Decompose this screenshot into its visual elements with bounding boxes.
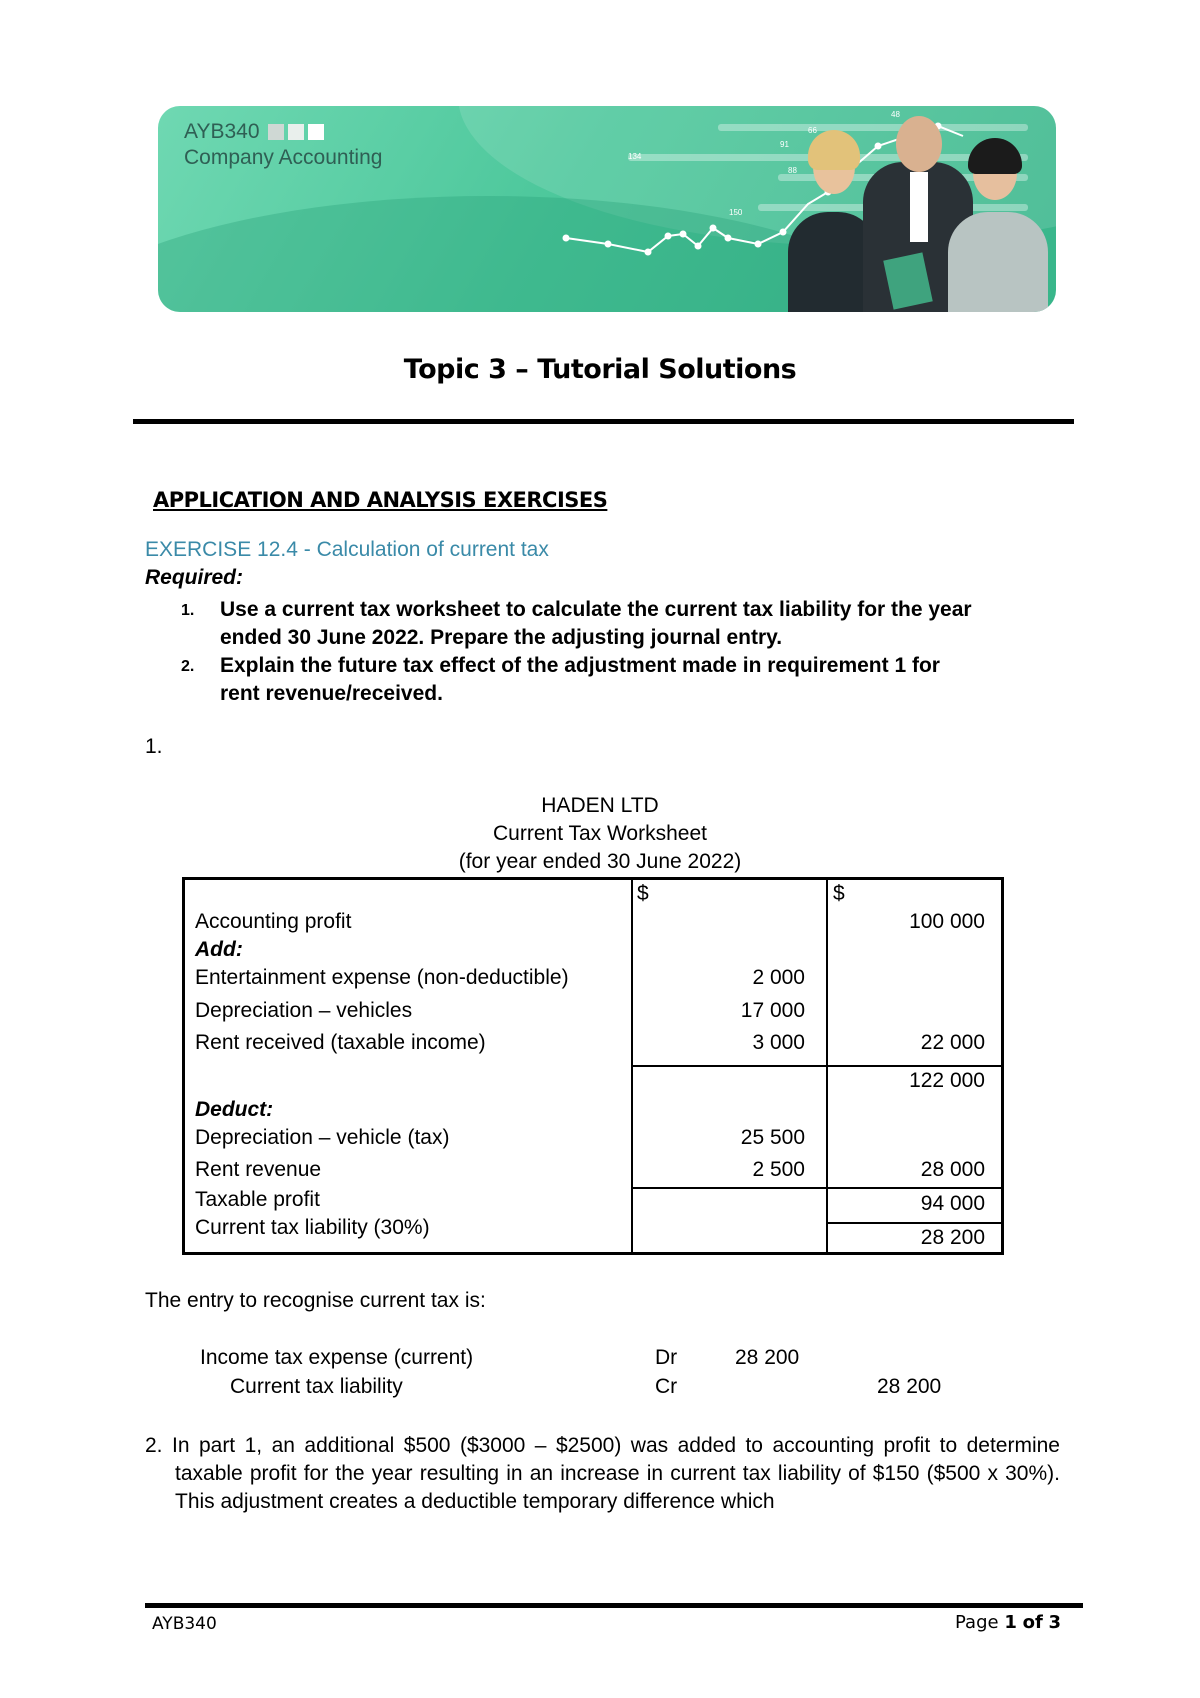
worksheet-title: Current Tax Worksheet [493, 822, 707, 845]
row-label: Rent received (taxable income) [195, 1031, 486, 1054]
section-heading: APPLICATION AND ANALYSIS EXERCISES [153, 488, 608, 512]
title-divider [133, 419, 1074, 424]
row-label: Taxable profit [195, 1188, 320, 1211]
required-label: Required: [145, 566, 244, 589]
requirement-line: Explain the future tax effect of the adjustment made in requirement 1 for [220, 654, 940, 677]
chart-label: 66 [808, 126, 817, 135]
chart-label: 88 [788, 166, 797, 175]
deduct-label: Deduct: [195, 1098, 274, 1121]
chart-label: 48 [891, 110, 900, 119]
course-code: AYB340 [184, 120, 260, 143]
row-amount: 3 000 [752, 1031, 805, 1054]
footer-course-code: AYB340 [152, 1614, 217, 1634]
worksheet-company: HADEN LTD [541, 794, 659, 817]
row-total: 22 000 [920, 1031, 985, 1054]
subtotal: 122 000 [909, 1069, 985, 1092]
row-total: 28 200 [920, 1226, 985, 1249]
row-label: Entertainment expense (non-deductible) [195, 966, 569, 989]
person-head [896, 116, 942, 172]
row-label: Rent revenue [195, 1158, 322, 1181]
current-tax-worksheet [182, 877, 1004, 1255]
journal-account: Current tax liability [230, 1375, 403, 1398]
chart-label: 134 [628, 152, 642, 161]
header-banner [158, 106, 1056, 312]
part2-text: In part 1, an additional $500 ($3000 – $2500) was added to accounting profit to determine taxable profit for the year resulting in an increase in current tax liability of $150 ($500 x 30%). This adjustment creates a deductible temporary difference which [171, 1434, 1060, 1513]
row-amount: 17 000 [740, 999, 805, 1022]
journal-side: Dr [655, 1346, 678, 1369]
row-amount: 25 500 [740, 1126, 805, 1149]
chart-label: 150 [729, 208, 743, 217]
col-header-total: $ [833, 882, 845, 905]
person-illustration [948, 212, 1048, 312]
requirement-number: 1. [181, 602, 195, 619]
journal-account: Income tax expense (current) [200, 1346, 474, 1369]
row-label: Current tax liability (30%) [195, 1216, 430, 1239]
row-total: 100 000 [909, 910, 985, 933]
part1-label: 1. [145, 735, 163, 758]
exercise-heading: EXERCISE 12.4 - Calculation of current tax [145, 538, 549, 561]
footer-divider [145, 1603, 1083, 1608]
entry-intro: The entry to recognise current tax is: [145, 1289, 486, 1312]
row-total: 28 000 [920, 1158, 985, 1181]
requirement-number: 2. [181, 658, 195, 675]
row-label: Accounting profit [195, 910, 352, 933]
part2-number: 2. [145, 1434, 163, 1457]
row-amount: 2 000 [752, 966, 805, 989]
requirement-line: Use a current tax worksheet to calculate the current tax liability for the year [220, 598, 972, 621]
worksheet-period: (for year ended 30 June 2022) [458, 850, 742, 873]
row-total: 94 000 [920, 1192, 985, 1215]
journal-side: Cr [655, 1375, 678, 1398]
page-title: Topic 3 – Tutorial Solutions [403, 354, 797, 385]
chart-label: 91 [780, 140, 789, 149]
part2-paragraph [145, 1432, 1060, 1516]
requirement-line: ended 30 June 2022. Prepare the adjusting journal entry. [220, 626, 783, 649]
course-name: Company Accounting [184, 146, 383, 169]
add-label: Add: [195, 938, 243, 961]
journal-debit: 28 200 [735, 1346, 800, 1369]
row-label: Depreciation – vehicle (tax) [195, 1126, 450, 1149]
row-label: Depreciation – vehicles [195, 999, 413, 1022]
col-header-amount: $ [637, 882, 649, 905]
row-amount: 2 500 [752, 1158, 805, 1181]
requirement-line: rent revenue/received. [220, 682, 443, 705]
journal-credit: 28 200 [877, 1375, 942, 1398]
page-number: Page 1 of 3 [955, 1612, 1062, 1633]
